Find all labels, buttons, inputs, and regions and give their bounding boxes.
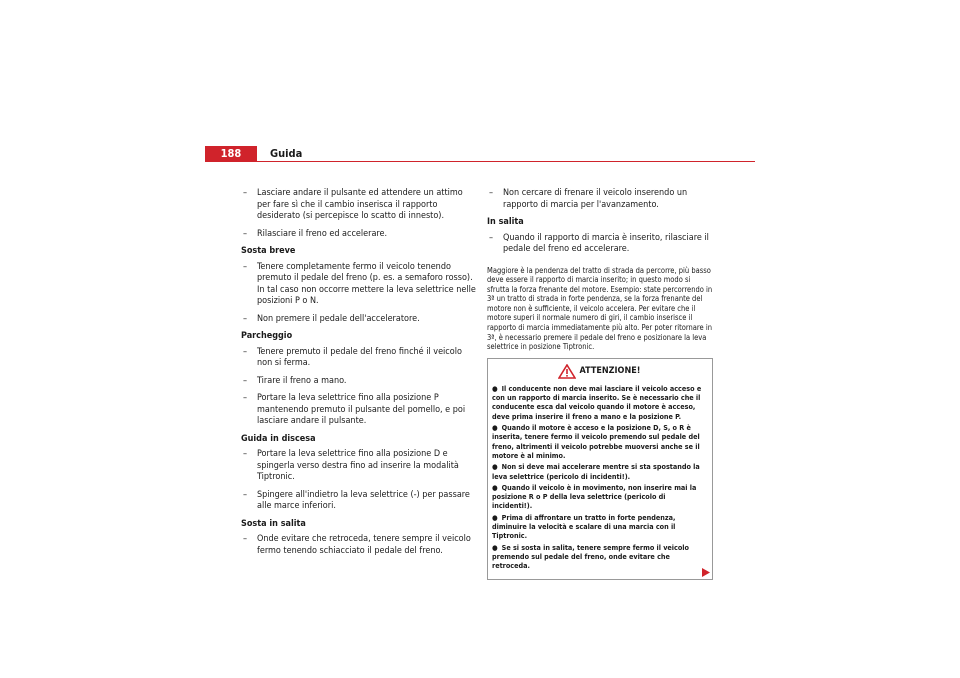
page-title: Guida	[270, 147, 303, 160]
continue-arrow-icon	[702, 568, 710, 577]
list-item: – Tenere completamente fermo il veicolo tenendo premuto il pedale del freno (p. es. a semaforo rosso). In tal caso non occorre mettere la leva selettrice nelle posizioni P o N.	[243, 261, 476, 306]
warning-box	[487, 358, 713, 581]
warning-title: ATTENZIONE!	[579, 365, 641, 376]
warning-item: ● Quando il motore è acceso e la posizione D, S, o R è inserita, tenere fermo il veicolo premendo sul pedale del freno, altrimenti il veicolo potrebbe muoversi anche se il motore è al minimo.	[492, 423, 700, 460]
right-column	[487, 188, 713, 580]
list-item: – Quando il rapporto di marcia è inserito, rilasciare il pedale del freno ed accelerare.	[489, 232, 709, 254]
header-rule	[205, 161, 755, 162]
page-number: 188	[205, 146, 257, 162]
list-item: – Non premere il pedale dell'acceleratore.	[243, 313, 420, 324]
list-item: – Non cercare di frenare il veicolo inserendo un rapporto di marcia per l'avanzamento.	[489, 188, 688, 210]
warning-header	[492, 364, 706, 379]
list-item: – Onde evitare che retroceda, tenere sempre il veicolo fermo tenendo schiacciato il pedale del freno.	[243, 534, 471, 556]
list-item: – Tenere premuto il pedale del freno finché il veicolo non si ferma.	[243, 346, 462, 368]
list-item: – Spingere all'indietro la leva selettrice (-) per passare alle marce inferiori.	[243, 489, 470, 511]
list-item: – Portare la leva selettrice fino alla posizione P mantenendo premuto il pulsante del pomello, e poi lasciare andare il pulsante.	[243, 393, 466, 426]
warning-item: ● Se si sosta in salita, tenere sempre fermo il veicolo premendo sul pedale del freno, onde evitare che retroceda.	[492, 542, 689, 571]
section-heading-sosta-salita: Sosta in salita	[241, 518, 306, 529]
list-item: – Lasciare andare il pulsante ed attendere un attimo per fare sì che il cambio inserisca il rapporto desiderato (si percepisce lo scatto di innesto).	[243, 188, 463, 221]
note-paragraph: Maggiore è la pendenza del tratto di strada da percorre, più basso deve essere il rapporto di marcia inserito; in questo modo si sfrutta la forza frenante del motore. Esempio: state percorrendo in 3ª un tratto di strada in forte pendenza, se la forza frenante del motore non è sufficiente, il veicolo accelera. Per evitare che il motore superi il normale numero di giri, il cambio inserisce il rapporto di marcia immediatamente più alto. Per poter ritornare in 3ª, è necessario premere il pedale del freno e posizionare la leva selettrice in posizione Tiptronic.	[487, 265, 713, 352]
warning-item: ● Il conducente non deve mai lasciare il veicolo acceso e con un rapporto di marcia inserito. Se è necessario che il conducente esca dal veicolo quando il motore è acceso, deve prima inserire il freno a mano e la posizione P.	[492, 383, 702, 421]
section-heading-in-salita: In salita	[487, 217, 524, 227]
list-item: – Tirare il freno a mano.	[243, 375, 347, 386]
list-item: – Portare la leva selettrice fino alla posizione D e spingerla verso destra fino ad inserire la modalità Tiptronic.	[243, 449, 459, 482]
warning-triangle-icon	[558, 364, 576, 379]
warning-item: ● Prima di affrontare un tratto in forte pendenza, diminuire la velocità e scalare di una marcia con il Tiptronic.	[492, 512, 676, 541]
warning-item: ● Quando il veicolo è in movimento, non inserire mai la posizione R o P della leva selettrice (pericolo di incidenti!).	[492, 482, 697, 511]
list-item: – Rilasciare il freno ed accelerare.	[243, 228, 388, 239]
left-column	[241, 188, 476, 563]
section-heading-parcheggio: Parcheggio	[241, 331, 293, 341]
warning-item: ● Non si deve mai accelerare mentre si sta spostando la leva selettrice (pericolo di incidenti!).	[492, 462, 700, 481]
section-heading-sosta-breve: Sosta breve	[241, 246, 296, 256]
section-heading-guida-discesa: Guida in discesa	[241, 433, 316, 444]
